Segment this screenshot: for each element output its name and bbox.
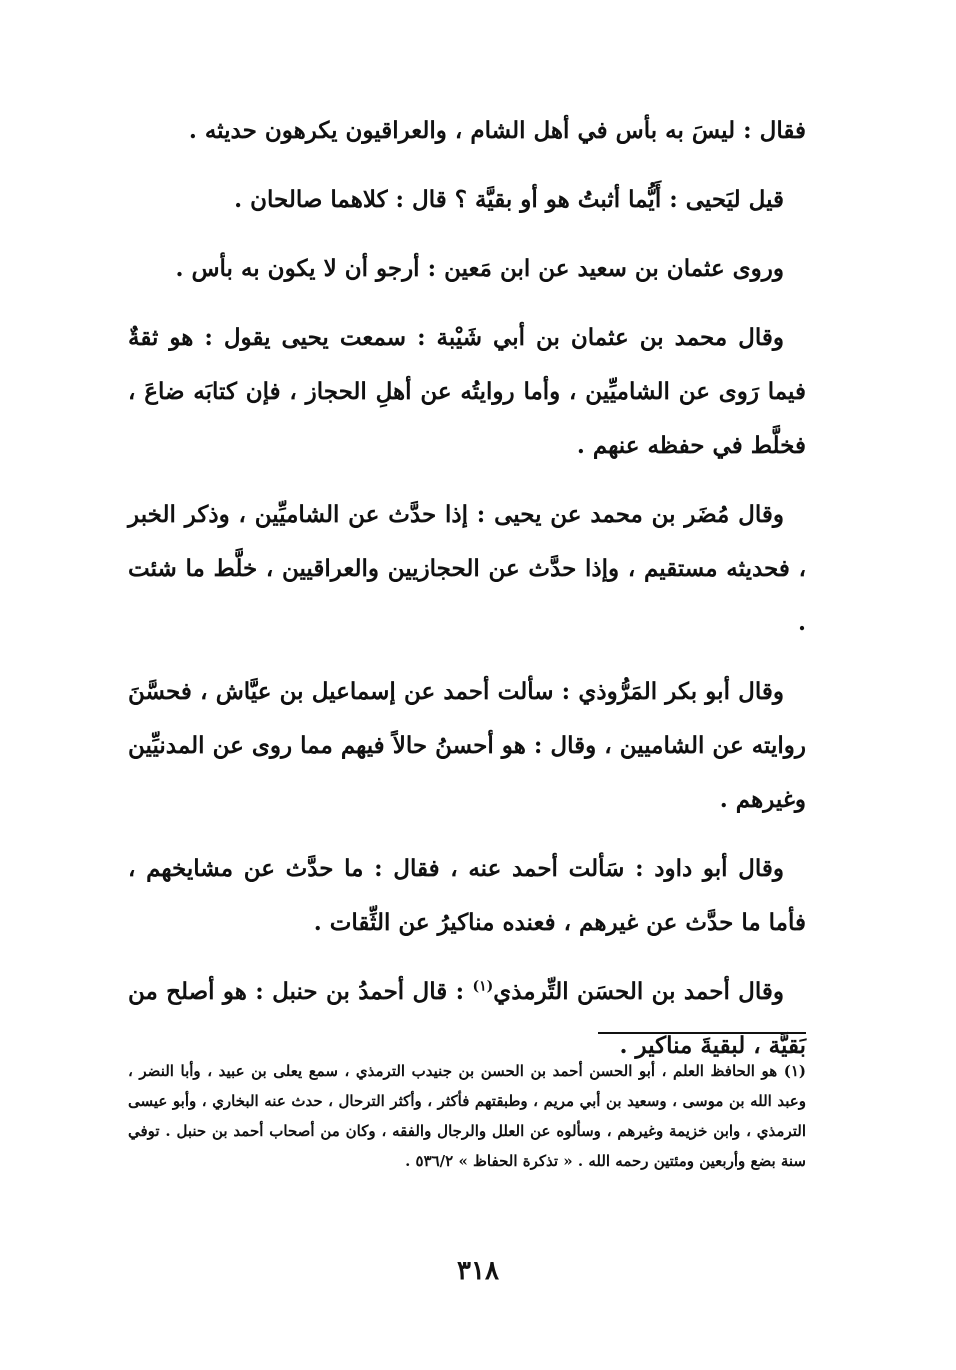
page-number: ٣١٨ (457, 1256, 499, 1286)
paragraph-8-end: : قال أحمدُ بن حنبل : هو أصلح من بَقيَّة ، لبقيةَ مناكير . (128, 978, 806, 1059)
paragraph-2: قيل ليَحيى : أَيُّما أثبتُ هو أو بقيَّة ؟ قال : كلاهما صالحان . (234, 186, 784, 213)
paragraph-3: وروى عثمان بن سعيد عن ابن مَعين : أرجو أن لا يكون به بأس . (175, 255, 784, 282)
paragraph-7: وقال أبو داود : سَألت أحمد عنه ، فقال : ما حدَّث عن مشايخهم ، فأما ما حدَّث عن غيرهم ، فعنده مناكيرُ عن الثِّقات . (128, 855, 806, 936)
footnote: (١) هو الحافظ العلم ، أبو الحسن أحمد بن الحسن بن جنيدب الترمذي ، سمع يعلى بن عبيد ، وأبا النضر ، وعبد الله بن موسى ، وسعيد بن أبي مريم ، وطبقتهم فأكثر ، وأكثر الترحال ، حدث عنه البخاري ، وأبو عيسى الترمذي ، وابن خزيمة وغيرهم ، وسألوه عن العلل والرجال والفقه ، وكان من أصحاب أحمد بن حنبل . توفي سنة بضع وأربعين ومئتين رحمه الله . « تذكرة الحفاظ » ٥٣٦/٢ . (128, 1062, 806, 1170)
paragraph-8-start: وقال أحمد بن الحسَن التِّرمذي (493, 978, 785, 1005)
footnote-reference-mark[interactable]: (١) (472, 978, 494, 995)
main-text-block (128, 104, 806, 1088)
paragraph-5: وقال مُضَر بن محمد عن يحيى : إذا حدَّث عن الشاميِّين ، وذكر الخبر ، فحديثه مستقيم ، وإذا حدَّث عن الحجازيين والعراقيين ، خلَّط ما شئت . (128, 501, 806, 636)
paragraph-1: فقال : ليسَ به بأس في أهل الشام ، والعراقيون يكرهون حديثه . (188, 117, 806, 144)
paragraph-6: وقال أبو بكر المَرُّوذي : سألت أحمد عن إسماعيل بن عيَّاش ، فحسَّنَ روايته عن الشاميين ، وقال : هو أحسنُ حالاً فيهم مما روى عن المدنيِّين وغيرهم . (128, 678, 806, 813)
footnote-separator (598, 1032, 806, 1034)
paragraph-4: وقال محمد بن عثمان بن أبي شَيْبة : سمعت يحيى يقول : هو ثقةٌ فيما رَوى عن الشاميِّين ، وأما روايتُه عن أهلِ الحجاز ، فإن كتابَه ضاعَ ، فخلَّط في حفظه عنهم . (128, 324, 806, 459)
